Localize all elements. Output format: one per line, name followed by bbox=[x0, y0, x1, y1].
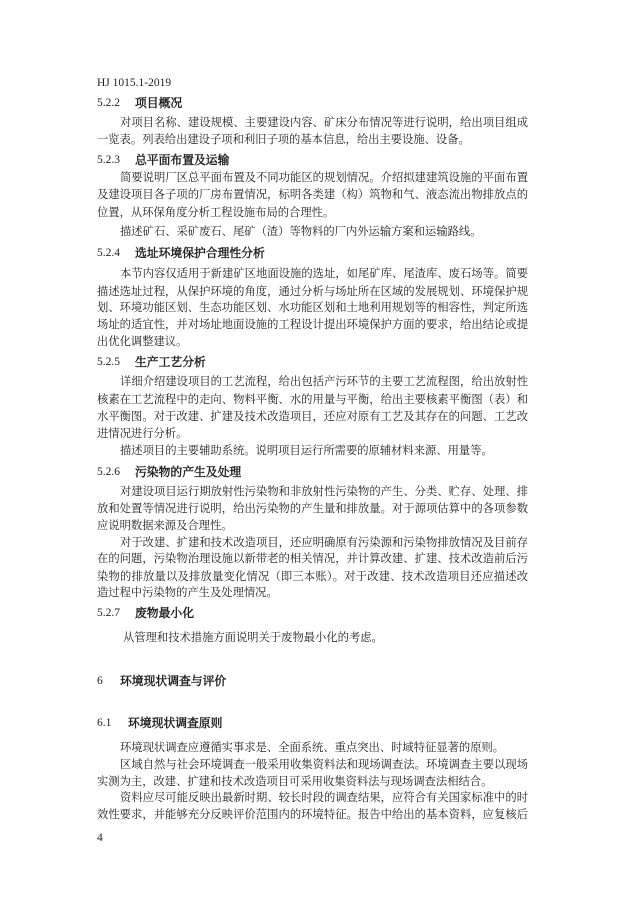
paragraph-line: 对建设项目运行期放射性污染物和非放射性污染物的产生、分类、贮存、处理、排 bbox=[120, 486, 528, 498]
paragraph-line: 对项目名称、建设规模、主要建设内容、矿床分布情况等进行说明，给出项目组成 bbox=[120, 117, 528, 129]
paragraph-line: 出优化调整建议。 bbox=[97, 336, 188, 348]
paragraph-line: 及建设项目各子项的厂房布置情况，标明各类建（构）筑物和气、液态流出物排放点的 bbox=[97, 189, 528, 201]
section-title: 生产工艺分析 bbox=[135, 355, 206, 369]
paragraph-line: 场址的适宜性，并对场址地面设施的工程设计提出环境保护方面的要求，给出结论或提 bbox=[97, 319, 528, 331]
page-number: 4 bbox=[97, 832, 103, 844]
section-title: 项目概况 bbox=[135, 96, 183, 110]
section-number: 5.2.7 bbox=[97, 607, 120, 619]
paragraph-line: 应说明数据来源及合理性。 bbox=[97, 520, 233, 532]
paragraph-line: 划、环境功能区划、生态功能区划、水功能区划和土地利用规划等的相容性，判定所选 bbox=[97, 302, 528, 314]
section-number: 5.2.3 bbox=[97, 154, 120, 166]
section-number: 6 bbox=[97, 675, 103, 687]
paragraph-line: 区域自然与社会环境调查一般采用收集资料法和现场调查法。环境调查主要以现场 bbox=[120, 759, 528, 771]
section-title: 环境现状调查与评价 bbox=[120, 674, 227, 688]
paragraph-line: 对于改建、扩建和技术改造项目，还应明确原有污染源和污染物排放情况及目前存 bbox=[120, 537, 528, 549]
paragraph-line: 实测为主，改建、扩建和技术改造项目可采用收集资料法与现场调查法相结合。 bbox=[97, 776, 493, 788]
paragraph-line: 水平衡图。对于改建、扩建及技术改造项目，还应对原有工艺及其存在的问题、工艺改 bbox=[97, 411, 528, 423]
section-title: 选址环境保护合理性分析 bbox=[135, 246, 265, 260]
paragraph-line: 进情况进行分析。 bbox=[97, 428, 188, 440]
paragraph-line: 描述选址过程，从保护环境的角度，通过分析与场址所在区域的发展规划、环境保护规 bbox=[97, 286, 528, 298]
paragraph-line: 环境现状调查应遵循实事求是、全面系统、重点突出、时域特征显著的原则。 bbox=[120, 742, 505, 754]
section-number: 5.2.2 bbox=[97, 97, 120, 109]
section-title: 环境现状调查原则 bbox=[128, 716, 223, 730]
paragraph-line: 在的问题，污染物治理设施以新带老的相关情况，并计算改建、扩建、技术改造前后污 bbox=[97, 553, 528, 565]
paragraph-line: 简要说明厂区总平面布置及不同功能区的规划情况。介绍拟建建筑设施的平面布置 bbox=[120, 172, 528, 184]
paragraph-line: 位置，从环保角度分析工程设施布局的合理性。 bbox=[97, 207, 335, 219]
paragraph-line: 核素在工艺流程中的走向、物料平衡、水的用量与平衡，给出主要核素平衡图（表）和 bbox=[97, 394, 528, 406]
paragraph-line: 从管理和技术措施方面说明关于废物最小化的考虑。 bbox=[123, 632, 383, 644]
section-title: 总平面布置及运输 bbox=[135, 153, 230, 167]
section-number: 6.1 bbox=[97, 717, 112, 729]
section-number: 5.2.4 bbox=[97, 247, 120, 259]
paragraph-line: 本节内容仅适用于新建矿区地面设施的选址，如尾矿库、尾渣库、废石场等。简要 bbox=[120, 268, 528, 280]
paragraph-line: 描述项目的主要辅助系统。说明项目运行所需要的原辅材料来源、用量等。 bbox=[120, 445, 493, 457]
document-header-code: HJ 1015.1-2019 bbox=[97, 77, 172, 89]
paragraph-line: 效性要求，并能够充分反映评价范围内的环境特征。报告中给出的基本资料，应复核后 bbox=[97, 809, 528, 821]
paragraph-line: 详细介绍建设项目的工艺流程，给出包括产污环节的主要工艺流程图，给出放射性 bbox=[120, 376, 528, 388]
section-title: 废物最小化 bbox=[135, 606, 194, 620]
paragraph-line: 放和处置等情况进行说明，给出污染物的产生量和排放量。对于源项估算中的各项参数 bbox=[97, 503, 528, 515]
paragraph-line: 染物的排放量以及排放量变化情况（即三本账）。对于改建、技术改造项目还应描述改 bbox=[97, 571, 528, 583]
paragraph-line: 资料应尽可能反映出最新时期、较长时段的调查结果，应符合有关国家标准中的时 bbox=[120, 792, 528, 804]
section-number: 5.2.5 bbox=[97, 356, 120, 368]
section-title: 污染物的产生及处理 bbox=[135, 465, 242, 479]
paragraph-line: 造过程中污染物的产生及处理情况。 bbox=[97, 587, 278, 599]
paragraph-line: 描述矿石、采矿废石、尾矿（渣）等物料的厂内外运输方案和运输路线。 bbox=[120, 226, 482, 238]
paragraph-line: 一览表。列表给出建设子项和利旧子项的基本信息，给出主要设施、设备。 bbox=[97, 134, 470, 146]
section-number: 5.2.6 bbox=[97, 466, 120, 478]
